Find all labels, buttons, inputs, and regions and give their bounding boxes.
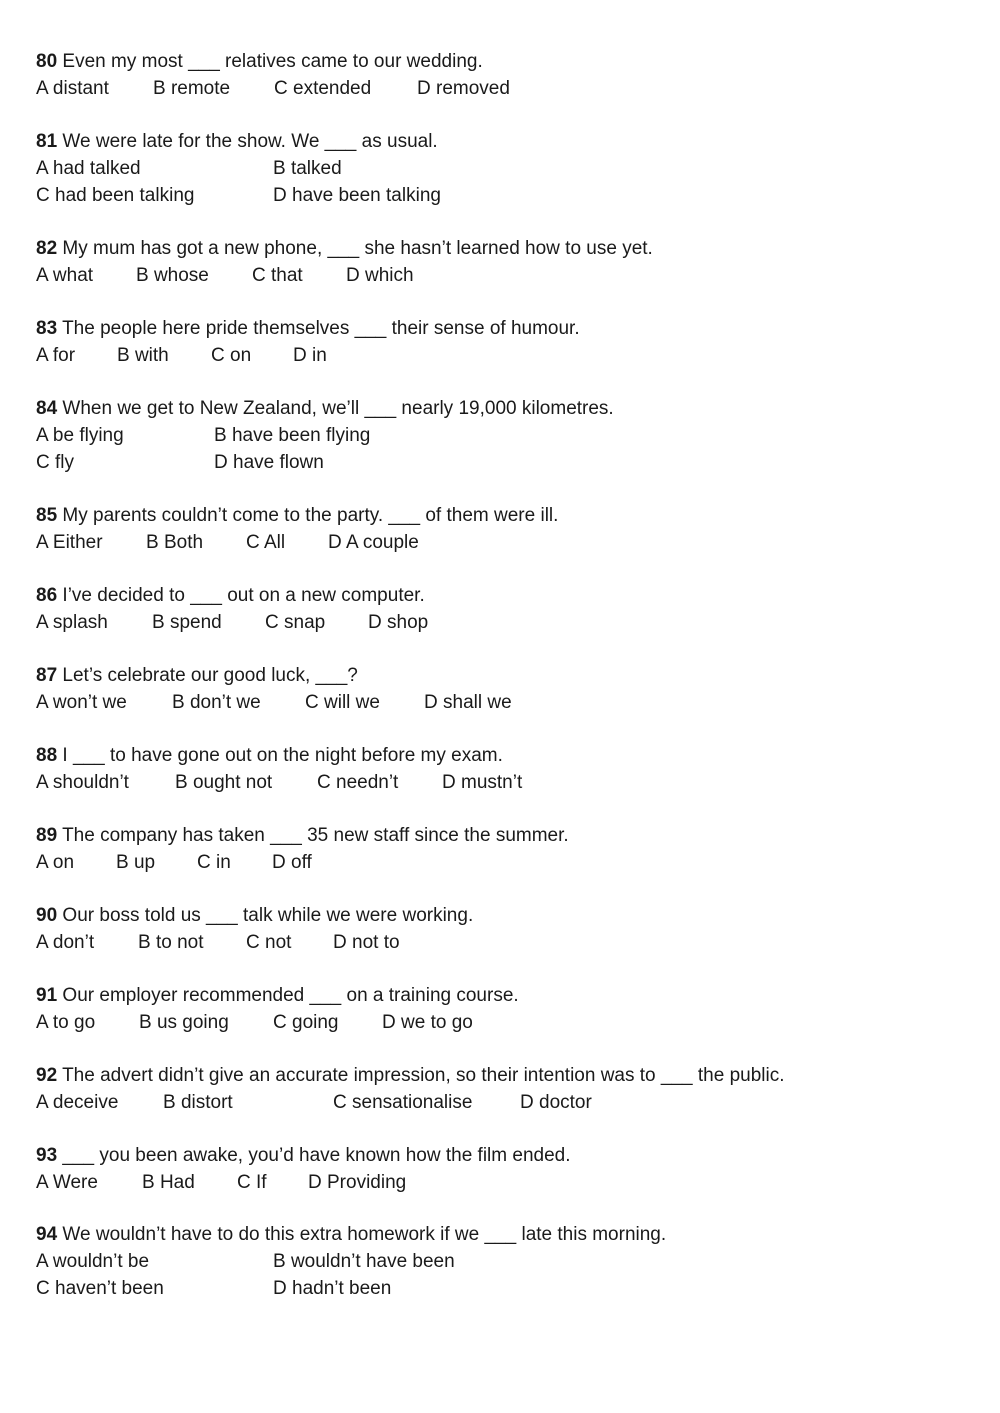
options-row	[36, 929, 966, 956]
option-c[interactable]: C will we	[305, 692, 380, 713]
option-c[interactable]: C fly	[36, 452, 74, 473]
question-94	[36, 1221, 966, 1302]
question-84	[36, 395, 966, 476]
option-c[interactable]: C extended	[274, 78, 372, 99]
question-text: I ___ to have gone out on the night before my exam.	[57, 745, 503, 766]
question-89	[36, 822, 966, 876]
question-88	[36, 742, 966, 796]
question-text: I’ve decided to ___ out on a new computer.	[57, 585, 425, 606]
option-b[interactable]: B whose	[136, 265, 209, 286]
options-row	[36, 1275, 966, 1302]
question-text: The advert didn’t give an accurate impression, so their intention was to ___ the public.	[57, 1065, 785, 1086]
option-a[interactable]: A splash	[36, 612, 108, 633]
options-row	[36, 155, 966, 182]
option-d[interactable]: D have been talking	[273, 185, 441, 206]
option-d[interactable]: D shall we	[424, 692, 512, 713]
option-d[interactable]: D not to	[333, 932, 400, 953]
question-stem	[36, 395, 966, 422]
option-a[interactable]: A won’t we	[36, 692, 127, 713]
question-text: We were late for the show. We ___ as usual.	[57, 131, 438, 152]
option-c[interactable]: C sensationalise	[333, 1092, 473, 1113]
options-row	[36, 75, 966, 102]
option-d[interactable]: D off	[272, 852, 312, 873]
option-c[interactable]: C had been talking	[36, 185, 195, 206]
question-number: 94	[36, 1224, 58, 1245]
question-text: My mum has got a new phone, ___ she hasn’t learned how to use yet.	[57, 238, 653, 259]
question-number: 92	[36, 1065, 58, 1086]
question-number: 81	[36, 131, 58, 152]
question-stem	[36, 662, 966, 689]
option-c[interactable]: C needn’t	[317, 772, 399, 793]
option-b[interactable]: B remote	[153, 78, 231, 99]
option-c[interactable]: C on	[211, 345, 252, 366]
options-row	[36, 262, 966, 289]
option-a[interactable]: A deceive	[36, 1092, 119, 1113]
option-a[interactable]: A distant	[36, 78, 109, 99]
option-a[interactable]: A for	[36, 345, 76, 366]
question-85	[36, 502, 966, 556]
option-d[interactable]: D shop	[368, 612, 429, 633]
question-number: 87	[36, 665, 58, 686]
question-93	[36, 1142, 966, 1196]
option-a[interactable]: A Were	[36, 1172, 98, 1193]
option-d[interactable]: D removed	[417, 78, 510, 99]
question-text: Our employer recommended ___ on a training course.	[57, 985, 519, 1006]
option-a[interactable]: A Either	[36, 532, 103, 553]
option-a[interactable]: A what	[36, 265, 94, 286]
options-row	[36, 1248, 966, 1275]
option-b[interactable]: B don’t we	[172, 692, 261, 713]
question-81	[36, 128, 966, 209]
options-row	[36, 769, 966, 796]
question-stem	[36, 982, 966, 1009]
question-stem	[36, 1142, 966, 1169]
option-b[interactable]: B distort	[163, 1092, 233, 1113]
question-number: 85	[36, 505, 58, 526]
option-b[interactable]: B spend	[152, 612, 222, 633]
question-83	[36, 315, 966, 369]
option-a[interactable]: A wouldn’t be	[36, 1251, 150, 1272]
option-d[interactable]: D in	[293, 345, 327, 366]
option-a[interactable]: A don’t	[36, 932, 95, 953]
option-b[interactable]: B up	[116, 852, 156, 873]
option-d[interactable]: D A couple	[328, 532, 419, 553]
options-row	[36, 529, 966, 556]
option-d[interactable]: D mustn’t	[442, 772, 523, 793]
option-a[interactable]: A to go	[36, 1012, 96, 1033]
question-text: Our boss told us ___ talk while we were working.	[57, 905, 474, 926]
question-86	[36, 582, 966, 636]
option-a[interactable]: A on	[36, 852, 75, 873]
option-d[interactable]: D Providing	[308, 1172, 407, 1193]
question-stem	[36, 742, 966, 769]
option-a[interactable]: A had talked	[36, 158, 141, 179]
question-number: 86	[36, 585, 58, 606]
option-d[interactable]: D hadn’t been	[273, 1278, 392, 1299]
option-a[interactable]: A shouldn’t	[36, 772, 129, 793]
option-d[interactable]: D we to go	[382, 1012, 473, 1033]
question-text: When we get to New Zealand, we’ll ___ nearly 19,000 kilometres.	[57, 398, 614, 419]
option-b[interactable]: B have been flying	[214, 425, 371, 446]
question-stem	[36, 1221, 966, 1248]
question-text: The people here pride themselves ___ their sense of humour.	[57, 318, 580, 339]
question-text: The company has taken ___ 35 new staff since the summer.	[57, 825, 569, 846]
option-c[interactable]: C If	[237, 1172, 267, 1193]
question-stem	[36, 902, 966, 929]
question-80	[36, 48, 966, 102]
options-row	[36, 609, 966, 636]
option-d[interactable]: D doctor	[520, 1092, 592, 1113]
option-c[interactable]: C going	[273, 1012, 339, 1033]
option-c[interactable]: C not	[246, 932, 292, 953]
question-91	[36, 982, 966, 1036]
question-text: ___ you been awake, you’d have known how the film ended.	[57, 1145, 571, 1166]
options-row	[36, 849, 966, 876]
question-stem	[36, 315, 966, 342]
option-a[interactable]: A be flying	[36, 425, 124, 446]
question-87	[36, 662, 966, 716]
question-text: We wouldn’t have to do this extra homework if we ___ late this morning.	[57, 1224, 667, 1245]
question-text: My parents couldn’t come to the party. ___ of them were ill.	[57, 505, 559, 526]
option-c[interactable]: C that	[252, 265, 303, 286]
question-number: 91	[36, 985, 58, 1006]
option-d[interactable]: D which	[346, 265, 414, 286]
options-row	[36, 1089, 966, 1116]
option-c[interactable]: C haven’t been	[36, 1278, 164, 1299]
question-stem	[36, 502, 966, 529]
options-row	[36, 422, 966, 449]
question-text: Even my most ___ relatives came to our wedding.	[57, 51, 483, 72]
option-b[interactable]: B ought not	[175, 772, 273, 793]
question-number: 93	[36, 1145, 58, 1166]
question-92	[36, 1062, 966, 1116]
options-row	[36, 689, 966, 716]
question-number: 89	[36, 825, 58, 846]
question-number: 82	[36, 238, 58, 259]
option-b[interactable]: B with	[117, 345, 169, 366]
option-b[interactable]: B to not	[138, 932, 204, 953]
options-row	[36, 449, 966, 476]
options-row	[36, 1169, 966, 1196]
question-82	[36, 235, 966, 289]
option-b[interactable]: B wouldn’t have been	[273, 1251, 455, 1272]
question-number: 83	[36, 318, 58, 339]
option-b[interactable]: B Both	[146, 532, 204, 553]
options-row	[36, 1009, 966, 1036]
options-row	[36, 182, 966, 209]
option-c[interactable]: C All	[246, 532, 286, 553]
question-stem	[36, 235, 966, 262]
option-b[interactable]: B us going	[139, 1012, 229, 1033]
question-number: 90	[36, 905, 58, 926]
question-text: Let’s celebrate our good luck, ___?	[57, 665, 358, 686]
question-stem	[36, 822, 966, 849]
question-stem	[36, 48, 966, 75]
option-b[interactable]: B talked	[273, 158, 342, 179]
question-90	[36, 902, 966, 956]
question-number: 80	[36, 51, 58, 72]
options-row	[36, 342, 966, 369]
option-c[interactable]: C snap	[265, 612, 326, 633]
option-c[interactable]: C in	[197, 852, 231, 873]
question-stem	[36, 1062, 966, 1089]
option-b[interactable]: B Had	[142, 1172, 195, 1193]
question-number: 84	[36, 398, 58, 419]
question-stem	[36, 582, 966, 609]
option-d[interactable]: D have flown	[214, 452, 324, 473]
question-number: 88	[36, 745, 58, 766]
question-stem	[36, 128, 966, 155]
